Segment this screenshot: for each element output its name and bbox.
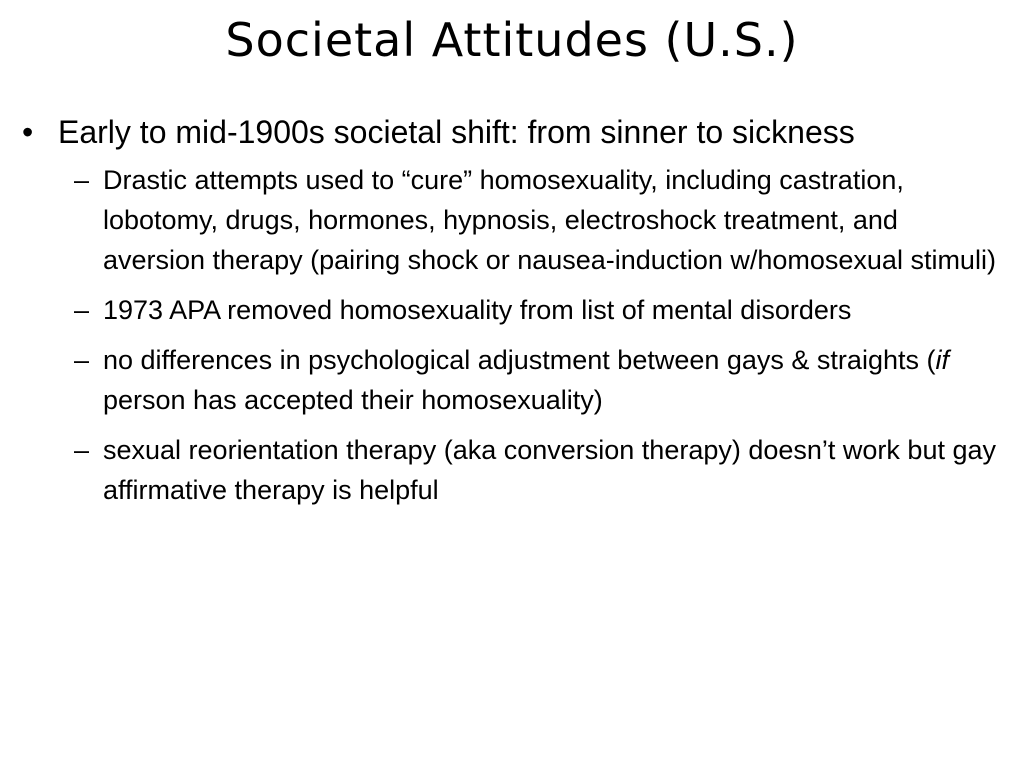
bullet-item: [0, 110, 1024, 154]
sub-bullet-text: [103, 345, 949, 415]
slide-title: Societal Attitudes (U.S.): [225, 13, 799, 67]
sub-bullet-text: 1973 APA removed homosexuality from list of mental disorders: [103, 295, 852, 325]
dash-marker: –: [74, 295, 90, 325]
slide-content: [0, 110, 1024, 520]
sub-bullet-item: [0, 340, 1024, 420]
dash-marker: –: [74, 345, 90, 375]
dash-marker: –: [74, 435, 90, 465]
sub-bullet-text-after: person has accepted their homosexuality): [103, 385, 603, 415]
bullet-marker: •: [22, 114, 34, 150]
sub-bullet-item: [0, 430, 1024, 510]
dash-marker: –: [74, 165, 90, 195]
sub-bullet-text: Drastic attempts used to “cure” homosexuality, including castration, lobotomy, drugs, hormones, hypnosis, electroshock treatment, and aversion therapy (pairing shock or nausea-induction w/homosexual stimuli): [103, 165, 996, 275]
sub-bullet-item: [0, 160, 1024, 280]
sub-bullet-text-before: no differences in psychological adjustment between gays & straights (: [103, 345, 936, 375]
sub-bullet-text-italic: if: [935, 345, 949, 375]
sub-bullet-item: [0, 290, 1024, 330]
sub-bullet-text: sexual reorientation therapy (aka conversion therapy) doesn’t work but gay affirmative therapy is helpful: [103, 435, 996, 505]
sub-bullet-list: [0, 160, 1024, 510]
bullet-text: Early to mid-1900s societal shift: from sinner to sickness: [58, 114, 855, 150]
